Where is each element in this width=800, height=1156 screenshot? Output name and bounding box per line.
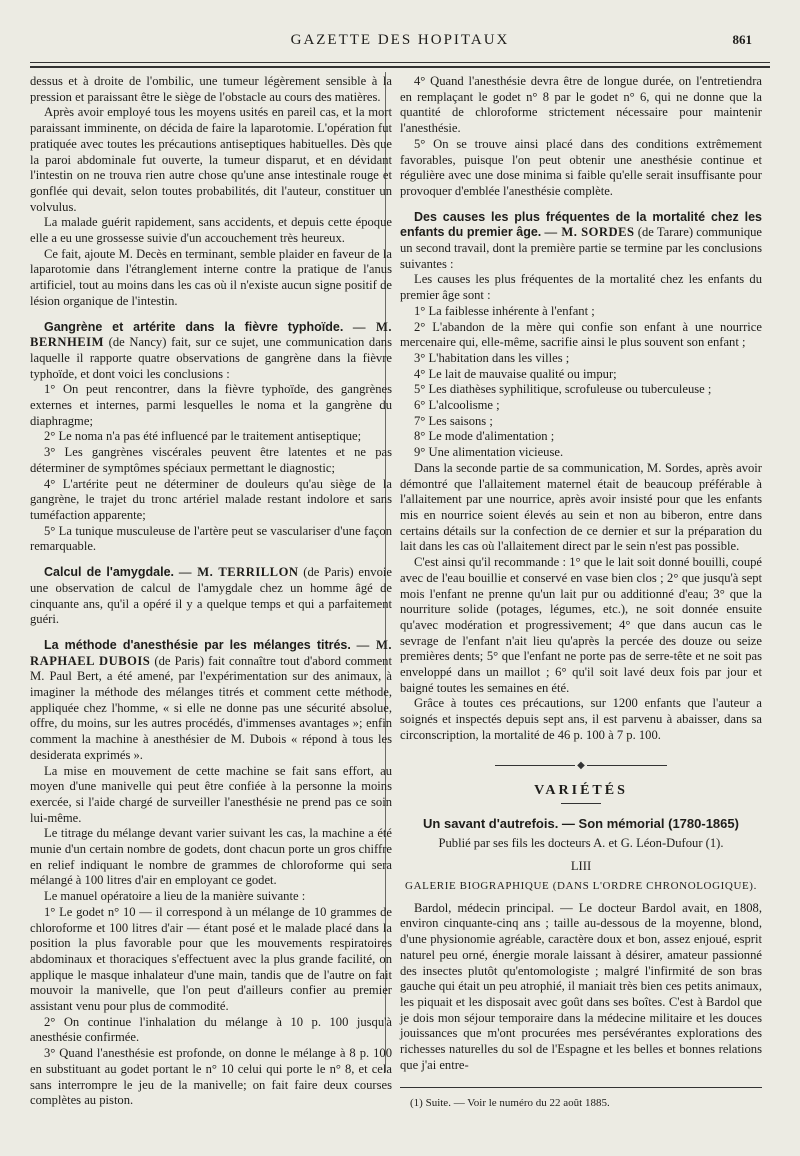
article-intro: (de Nancy) fait, sur ce sujet, une communication dans laquelle il rapporte quatre observations de gangrène dans la fièvre typhoïde, et dont voici les conclusions : xyxy=(30,335,392,381)
list-item: 5° La tunique musculeuse de l'artère peut se vasculariser d'une façon remarquable. xyxy=(30,523,392,554)
serial-subtitle: Publié par ses fils les docteurs A. et G. Léon-Dufour (1). xyxy=(438,835,724,850)
paragraph: C'est ainsi qu'il recommande : 1° que le lait soit donné bouilli, coupé avec de l'eau bouillie et conservé en vase bien clos ; 2° que jusqu'à sept mois l'enfant ne prenne qu'un lait pur ou additionné d'eau; 3° que la nourriture solide (potages, légumes, etc.), ne soit donnée ensuite qu'avec modération et progressivement; 4° que dans aucun cas le sevrage de l'enfant n'ait lieu qu'après la percée des douze ou seize premières dents; 5° que l'enfant ne porte pas de serre-tête et ne soit pas enveloppé dans un maillot ; 6° qu'il soit lavé deux fois par jour et baigné toutes les semaines en été. xyxy=(400,555,762,695)
list-item: 3° L'habitation dans les villes ; xyxy=(414,350,570,365)
article-title: Des causes les plus fréquentes de la mortalité chez les enfants du premier âge. xyxy=(400,209,762,240)
footnote-rule xyxy=(400,1087,762,1088)
paragraph: La mise en mouvement de cette machine se fait sans effort, au moyen d'une manivelle qui peut être confiée à la personne la moins exercée, si l'aide chargé de surveiller l'anesthésie ne prend pas ce soin lui-même. xyxy=(30,763,392,825)
separator-ornament: ◆ xyxy=(400,758,762,774)
article-title: La méthode d'anesthésie par les mélanges titrés. xyxy=(44,637,351,652)
serial-gallery-heading: GALERIE BIOGRAPHIQUE (DANS L'ORDRE CHRONOLOGIQUE). xyxy=(405,880,757,893)
paragraph: Bardol, médecin principal. — Le docteur Bardol avait, en 1808, environ cinquante-cinq ans ; taille au-dessous de la moyenne, blond, d'une physionomie agréable, caractère doux et bon, assez enjoué, esprit naturel peu orné, énergie morale laissant à désirer, amateur passionné des insectes plutôt qu'entomologiste ; malgré l'infirmité de son bras gauche qui était un peu atrophié, il maniait très bien ces petits animaux, les piquait et les disposait avec goût dans ses boîtes. C'est à Bardol que je dois mon séjour temporaire dans la médecine militaire et les douces jouissances que m'ont procurées mes persévérantes explorations des richesses naturelles du sol de l'Espagne et les belles et bonnes relations que j'ai entre- xyxy=(400,900,762,1072)
article-amygdale xyxy=(30,565,392,628)
list-item: 5° On se trouve ainsi placé dans des conditions extrêmement favorables, puisque l'on peut obtenir une anesthésie continue et régulière avec une dose minima si faible qu'elle serait insuffisante pour provoquer d'emblée l'anesthésie complète. xyxy=(400,136,762,198)
article-mortalite xyxy=(400,210,762,273)
serial-number: LIII xyxy=(570,859,592,874)
article-author: — M. SORDES xyxy=(544,225,635,240)
paragraph: Grâce à toutes ces précautions, sur 1200 enfants que l'auteur a soignés et inspectés depuis sept ans, il est parvenu à abaisser, dans sa circonscription, la mortalité de 46 p. 100 à 7 p. 100. xyxy=(400,696,762,742)
page-number: 861 xyxy=(732,32,752,47)
header-rule xyxy=(30,62,770,63)
paragraph: Après avoir employé tous les moyens usités en pareil cas, et la mort paraissant imminente, on décida de faire la laparotomie. L'opération fut pratiquée avec toutes les précautions antiseptiques habituelles. Dès que la paroi abdominale fut ouverte, la tumeur disparut, et en dévidant l'intestin on ne trouva rien autre chose qu'une anse intestinale rouge et gonflée qui devait, selon toutes probabilités, dit l'auteur, constituer un volvulus. xyxy=(30,105,392,214)
paragraph: Le manuel opératoire a lieu de la manière suivante : xyxy=(44,889,306,904)
list-item: 6° L'alcoolisme ; xyxy=(414,398,500,413)
paragraph: Les causes les plus fréquentes de la mortalité chez les enfants du premier âge sont : xyxy=(400,272,762,303)
list-item: 1° On peut rencontrer, dans la fièvre typhoïde, des gangrènes externes et internes, parmi lesquelles le noma et la gangrène du diaphragme; xyxy=(30,382,392,428)
article-text: (de Paris) envoie une observation de calcul de l'amygdale chez un homme âgé de cinquante ans, qu'il a opéré il y a quelque temps et qui a parfaitement guéri. xyxy=(30,565,392,627)
list-item: 3° Les gangrènes viscérales peuvent être latentes et ne pas déterminer de symptômes spéciaux permettant le diagnostic; xyxy=(30,445,392,475)
list-item: 4° Quand l'anesthésie devra être de longue durée, on l'entretiendra en remplaçant le godet n° 8 par le godet n° 6, qui ne donne que la quantité de chloroforme strictement nécessaire pour maintenir l'anesthésie. xyxy=(400,74,762,136)
list-item: 4° Le lait de mauvaise qualité ou impur; xyxy=(414,366,617,381)
list-item: 1° Le godet n° 10 — il correspond à un mélange de 10 grammes de chloroforme et 100 litres d'air — étant posé et le malade placé dans la position la plus favorable pour que les mouvements respiratoires abdominaux et thoraciques s'effectuent avec la plus grande facilité, on applique le masque inhalateur d'une main, tandis que de l'autre on fait mouvoir la manivelle, que l'on peut d'ailleurs confier au premier assistant venu pour plus de commodité. xyxy=(30,904,392,1014)
list-item: 9° Une alimentation vicieuse. xyxy=(414,445,564,460)
list-item: 7° Les saisons ; xyxy=(414,413,493,428)
list-item: 2° Le noma n'a pas été influencé par le traitement antiseptique; xyxy=(44,429,362,444)
list-item: 2° L'abandon de la mère qui confie son enfant à une nourrice mercenaire qui, elle-même, sacrifie ainsi le plus souvent son enfant ; xyxy=(400,319,762,350)
paragraph: Ce fait, ajoute M. Decès en terminant, semble plaider en faveur de la laparotomie dans l'étranglement interne contre la pratique de l'anus artificiel, tout au moins dans les cas où il n'existe aucun signe positif de lésion organique de l'intestin. xyxy=(30,246,392,308)
article-gangrene xyxy=(30,320,392,383)
article-anesthesie xyxy=(30,638,392,764)
left-column xyxy=(30,74,392,1109)
list-item: 3° Quand l'anesthésie est profonde, on donne le mélange à 8 p. 100 en substituant au godet portant le n° 10 celui qui porte le n° 8, et cela sans interrompre le jeu de la manivelle; on fait faire deux courses complètes au piston. xyxy=(30,1046,392,1108)
article-text: (de Paris) fait connaître tout d'abord comment M. Paul Bert, a été amené, par l'expérimentation sur des animaux, à imaginer la méthode des mélanges titrés et comment cette méthode, appliquée chez l'homme, « si elle ne donne pas une sécurité absolue, offre, du moins, sur les autres procédés, d'immenses avantages »; enfin comment la machine à anesthésier de M. Dubois « répond à tous les desiderata exprimés ». xyxy=(30,653,392,762)
right-column xyxy=(400,74,762,1112)
article-intro: (de Tarare) communique un second travail, dont la première partie se termine par les conclusions suivantes : xyxy=(400,225,763,271)
list-item: 8° Le mode d'alimentation ; xyxy=(414,429,555,444)
paragraph: dessus et à droite de l'ombilic, une tumeur légèrement sensible à la pression et paraissant être le siège de l'obstacle au cours des matières. xyxy=(30,74,392,104)
article-title: Calcul de l'amygdale. xyxy=(44,565,174,580)
article-author: — M. RAPHAEL DUBOIS xyxy=(30,637,392,668)
footnote: (1) Suite. — Voir le numéro du 22 août 1885. xyxy=(410,1097,610,1110)
article-title: Gangrène et artérite dans la fièvre typhoïde. xyxy=(44,319,344,334)
serial-title: Un savant d'autrefois. — Son mémorial (1780-1865) xyxy=(423,815,739,831)
paragraph: Dans la seconde partie de sa communication, M. Sordes, après avoir démontré que l'allaitement maternel était de beaucoup préférable à l'allaitement par une nourrice, après avoir insisté pour que les enfants mis en nourrice soient élevés au sein et non au biberon, entre dans certains détails sur la confection de ce dernier et sur la préparation du lait dans les cas où l'allaitement direct par le sein n'est pas possible. xyxy=(400,460,762,554)
section-rule xyxy=(561,803,601,804)
journal-title: GAZETTE DES HOPITAUX xyxy=(290,32,510,48)
paragraph: Le titrage du mélange devant varier suivant les cas, la machine a été munie d'un certain nombre de godets, dont chacun porte un gros chiffre en relief indiquant le nombre de grammes de chloroforme qui sera mélangé à 100 litres d'air en employant ce godet. xyxy=(30,826,392,888)
list-item: 4° L'artérite peut ne déterminer de douleurs qu'au siège de la gangrène, le trajet du tronc artériel malade restant indolore et sans tuméfaction apparente; xyxy=(30,476,392,522)
paragraph: La malade guérit rapidement, sans accidents, et depuis cette époque elle a eu une grossesse suivie d'un accouchement très heureux. xyxy=(30,215,392,246)
running-head xyxy=(0,32,800,56)
list-item: 5° Les diathèses syphilitique, scrofuleuse ou tuberculeuse ; xyxy=(414,382,712,397)
list-item: 1° La faiblesse inhérente à l'enfant ; xyxy=(414,303,595,318)
section-title: VARIÉTÉS xyxy=(534,783,628,799)
article-author: — M. BERNHEIM xyxy=(30,319,392,350)
list-item: 2° On continue l'inhalation du mélange à 10 p. 100 jusqu'à anesthésie confirmée. xyxy=(30,1014,392,1045)
article-author: — M. TERRILLON xyxy=(178,565,299,580)
header-rule-thick xyxy=(30,66,770,68)
